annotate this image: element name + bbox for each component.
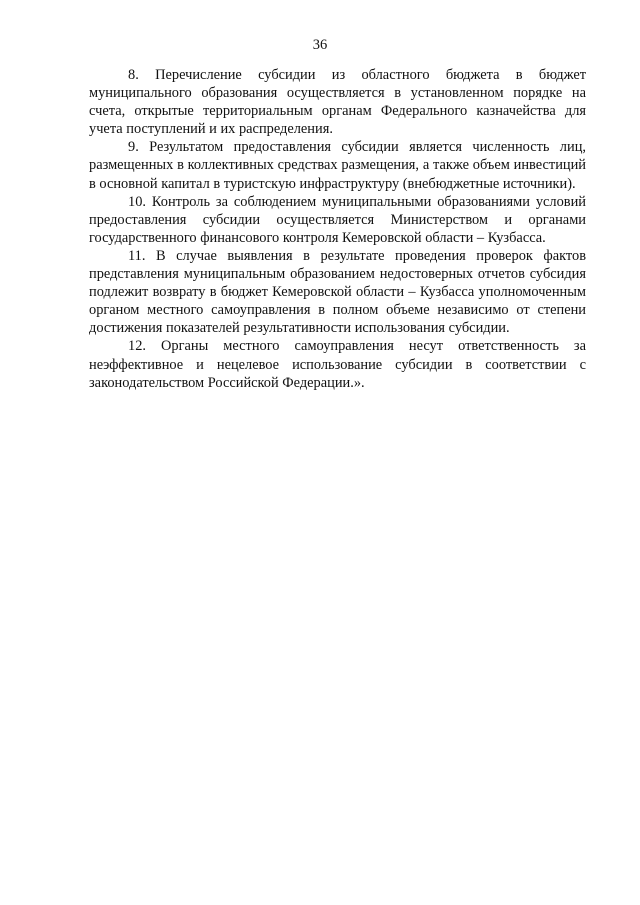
paragraph-9: 9. Результатом предоставления субсидии является численность лиц, размещенных в коллективных средствах размещения, а также объем инвестиций в основной капитал в туристскую инфраструктуру (внебюджетные источники). [89, 139, 586, 192]
paragraph-11: 11. В случае выявления в результате проведения проверок фактов представления муниципальным образованием недостоверных отчетов субсидия подлежит возврату в бюджет Кемеровской области – Кузбасса уполномоченным органом местного самоуправления в полном объеме независимо от степени достижения показателей результативности использования субсидии. [89, 247, 586, 337]
paragraph-8: 8. Перечисление субсидии из областного бюджета в бюджет муниципального образования осуществляется в установленном порядке на счета, открытые территориальным органам Федерального казначейства для учета поступлений и их распределения. [89, 67, 586, 138]
page-number: 36 [312, 37, 328, 53]
document-body [89, 66, 586, 392]
paragraph-10: 10. Контроль за соблюдением муниципальными образованиями условий предоставления субсидии осуществляется Министерством и органами государственного финансового контроля Кемеровской области – Кузбасса. [89, 193, 586, 246]
paragraph-12: 12. Органы местного самоуправления несут ответственность за неэффективное и нецелевое использование субсидии в соответствии с законодательством Российской Федерации.». [89, 338, 586, 391]
